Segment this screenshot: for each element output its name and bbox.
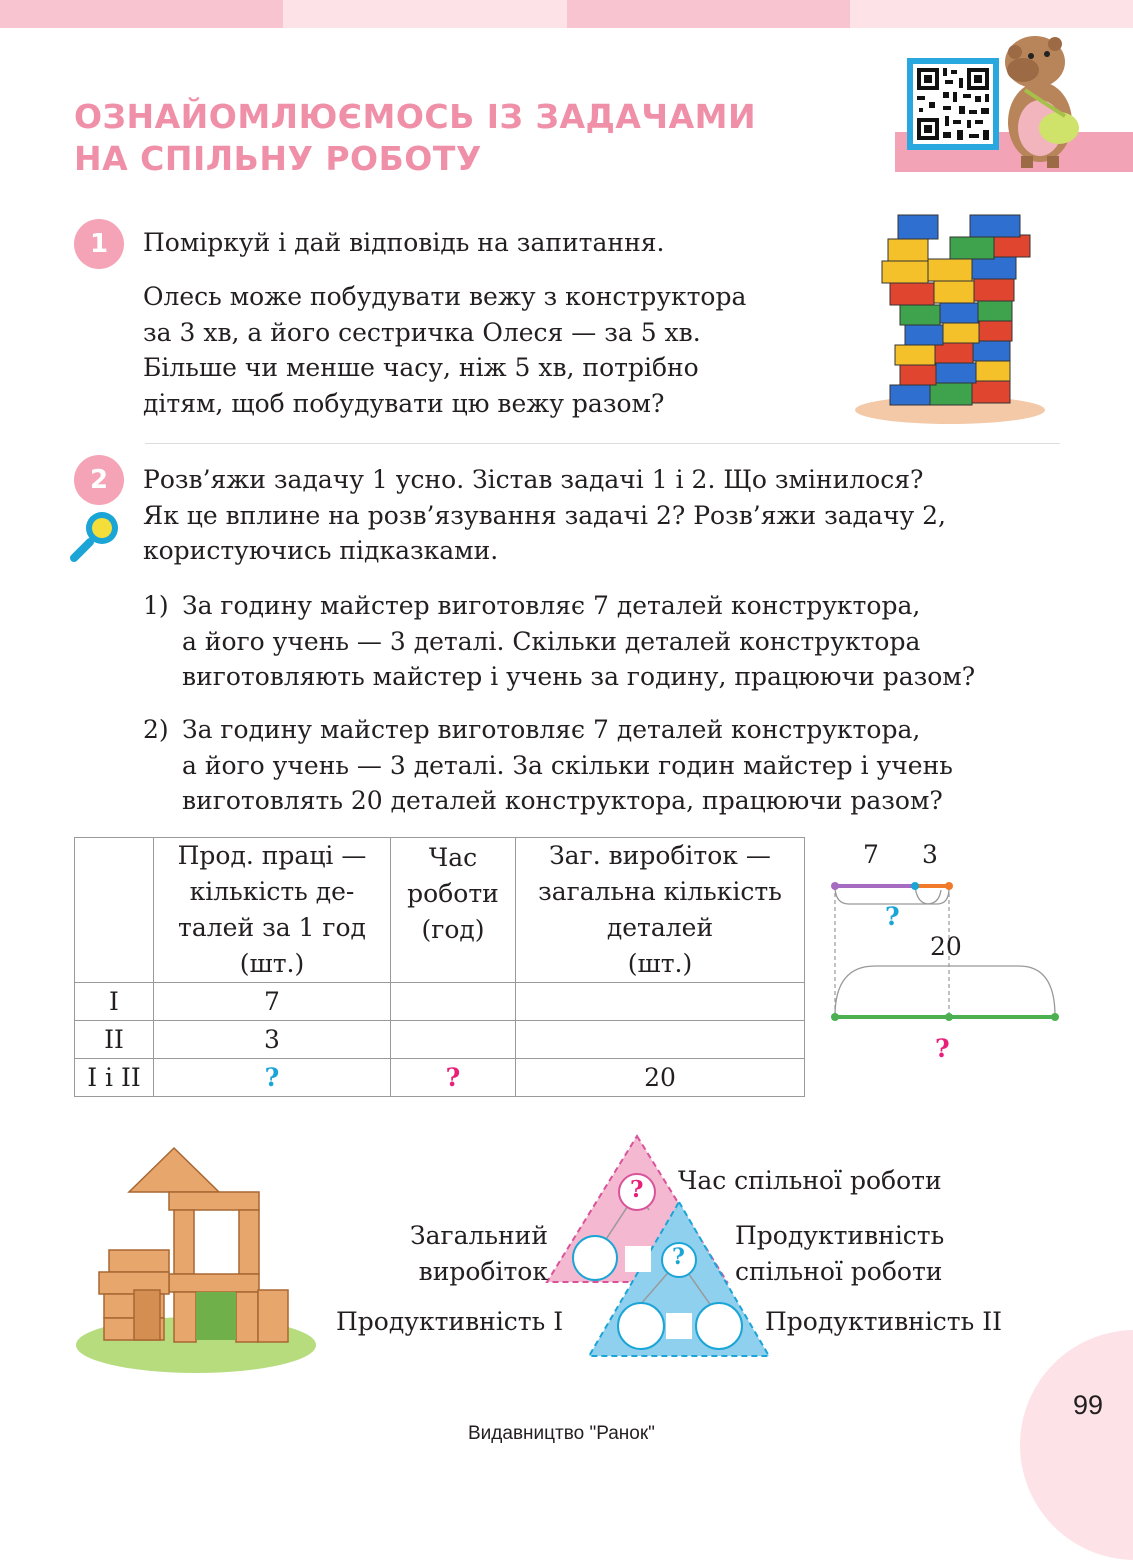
header-line: талей за 1 год (178, 913, 366, 942)
subtask-1-marker: 1) (143, 591, 169, 620)
task-2-intro-line: користуючись підказками. (143, 536, 499, 565)
header-line: Прод. праці — (177, 841, 367, 870)
subtask-2-marker: 2) (143, 715, 169, 744)
diagram-value-3: 3 (922, 840, 938, 869)
subtask-2-line: За годину майстер виготовляє 7 деталей конструктора, (182, 715, 921, 744)
diagram-bottom-question: ? (935, 1034, 950, 1063)
subtask-1-line: виготовляють майстер і учень за годину, працюючи разом? (182, 662, 976, 691)
task-1-instruction: Поміркуй і дай відповідь на запитання. (143, 228, 665, 257)
task-1-line: дітям, щоб побудувати цю вежу разом? (143, 388, 665, 418)
header-line: Час (428, 843, 478, 872)
header-line: деталей (606, 913, 714, 942)
diagram-value-7: 7 (863, 840, 879, 869)
header-line: (год) (421, 915, 485, 944)
label-line: Продуктивність (735, 1221, 945, 1250)
title-line-2: НА СПІЛЬНУ РОБОТУ (74, 139, 482, 178)
task-1-number: 1 (74, 219, 124, 269)
table-row (75, 983, 805, 1021)
header-line: (шт.) (239, 949, 305, 978)
top-strip-2 (283, 0, 567, 28)
label-joint-productivity (735, 1218, 944, 1290)
table-cell (391, 983, 516, 1021)
task-2-intro-line: Як це вплине на розв’язування задачі 2? Розв’яжи задачу 2, (143, 500, 946, 530)
header-line: Заг. виробіток — (549, 841, 771, 870)
table-cell-question: ? (154, 1059, 391, 1097)
table-cell (391, 1021, 516, 1059)
row-label: II (75, 1021, 154, 1059)
page-title (74, 96, 756, 180)
section-divider (145, 443, 1060, 444)
table-header-empty (75, 838, 154, 983)
table-cell: 3 (154, 1021, 391, 1059)
subtask-2-line: виготовлять 20 деталей конструктора, працюючи разом? (182, 786, 943, 815)
row-label: I (75, 983, 154, 1021)
table-cell (516, 1021, 805, 1059)
table-row (75, 1059, 805, 1097)
task-2-intro (143, 462, 1059, 569)
table-header-time (391, 838, 516, 983)
task-1-text (143, 279, 799, 421)
triangle-top-question: ? (630, 1176, 644, 1203)
page-corner (1020, 1330, 1133, 1560)
label-line: спільної роботи (735, 1257, 943, 1286)
page-number: 99 (1073, 1390, 1104, 1420)
header-line: роботи (407, 879, 499, 908)
capybara-illustration (995, 30, 1085, 170)
label-productivity-2: Продуктивність II (765, 1307, 1002, 1336)
triangle-inner-question: ? (672, 1244, 685, 1270)
table-header-total (516, 838, 805, 983)
top-strip-3 (567, 0, 850, 28)
subtask-1-line: а його учень — 3 деталі. Скільки деталей конструктора (182, 626, 921, 656)
label-productivity-1: Продуктивність I (336, 1307, 564, 1336)
qr-code-icon[interactable] (907, 58, 999, 150)
subtask-1-text (182, 588, 1060, 695)
table-cell (516, 983, 805, 1021)
table-cell: 20 (516, 1059, 805, 1097)
diagram-value-20: 20 (930, 932, 962, 961)
task-2-intro-line: Розв’яжи задачу 1 усно. Зістав задачі 1 і 2. Що змінилося? (143, 465, 924, 494)
subtask-1-line: За годину майстер виготовляє 7 деталей конструктора, (182, 591, 921, 620)
lego-tower-illustration (850, 205, 1045, 427)
label-joint-time: Час спільної роботи (678, 1166, 942, 1195)
table-header-productivity (154, 838, 391, 983)
task-table (74, 837, 805, 1097)
top-strip-1 (0, 0, 283, 28)
publisher-footer: Видавництво "Ранок" (468, 1423, 655, 1444)
task-2-number: 2 (74, 455, 124, 505)
task-1-line: Більше чи менше часу, ніж 5 хв, потрібно (143, 353, 699, 382)
wooden-blocks-illustration (74, 1140, 319, 1375)
magnifier-icon (68, 508, 124, 564)
task-1-line: Олесь може побудувати вежу з конструктора (143, 282, 747, 311)
subtask-2-line: а його учень — 3 деталі. За скільки годин майстер і учень (182, 750, 953, 780)
task-1-line: за 3 хв, а його сестричка Олеся — за 5 хв. (143, 317, 701, 347)
segment-diagram (825, 838, 1065, 1070)
table-cell-question: ? (391, 1059, 516, 1097)
header-line: загальна кількість (538, 877, 782, 906)
diagram-top-question: ? (885, 902, 900, 931)
label-line: виробіток (418, 1257, 548, 1286)
label-line: Загальний (410, 1221, 548, 1250)
row-label: I і II (75, 1059, 154, 1097)
label-total-output (380, 1218, 548, 1290)
title-line-1: ОЗНАЙОМЛЮЄМОСЬ ІЗ ЗАДАЧАМИ (74, 97, 757, 136)
top-strip-4 (850, 0, 1133, 28)
header-line: кількість де- (189, 877, 355, 906)
header-line: (шт.) (627, 949, 693, 978)
subtask-2-text (182, 712, 1060, 819)
table-row (75, 1021, 805, 1059)
table-cell: 7 (154, 983, 391, 1021)
